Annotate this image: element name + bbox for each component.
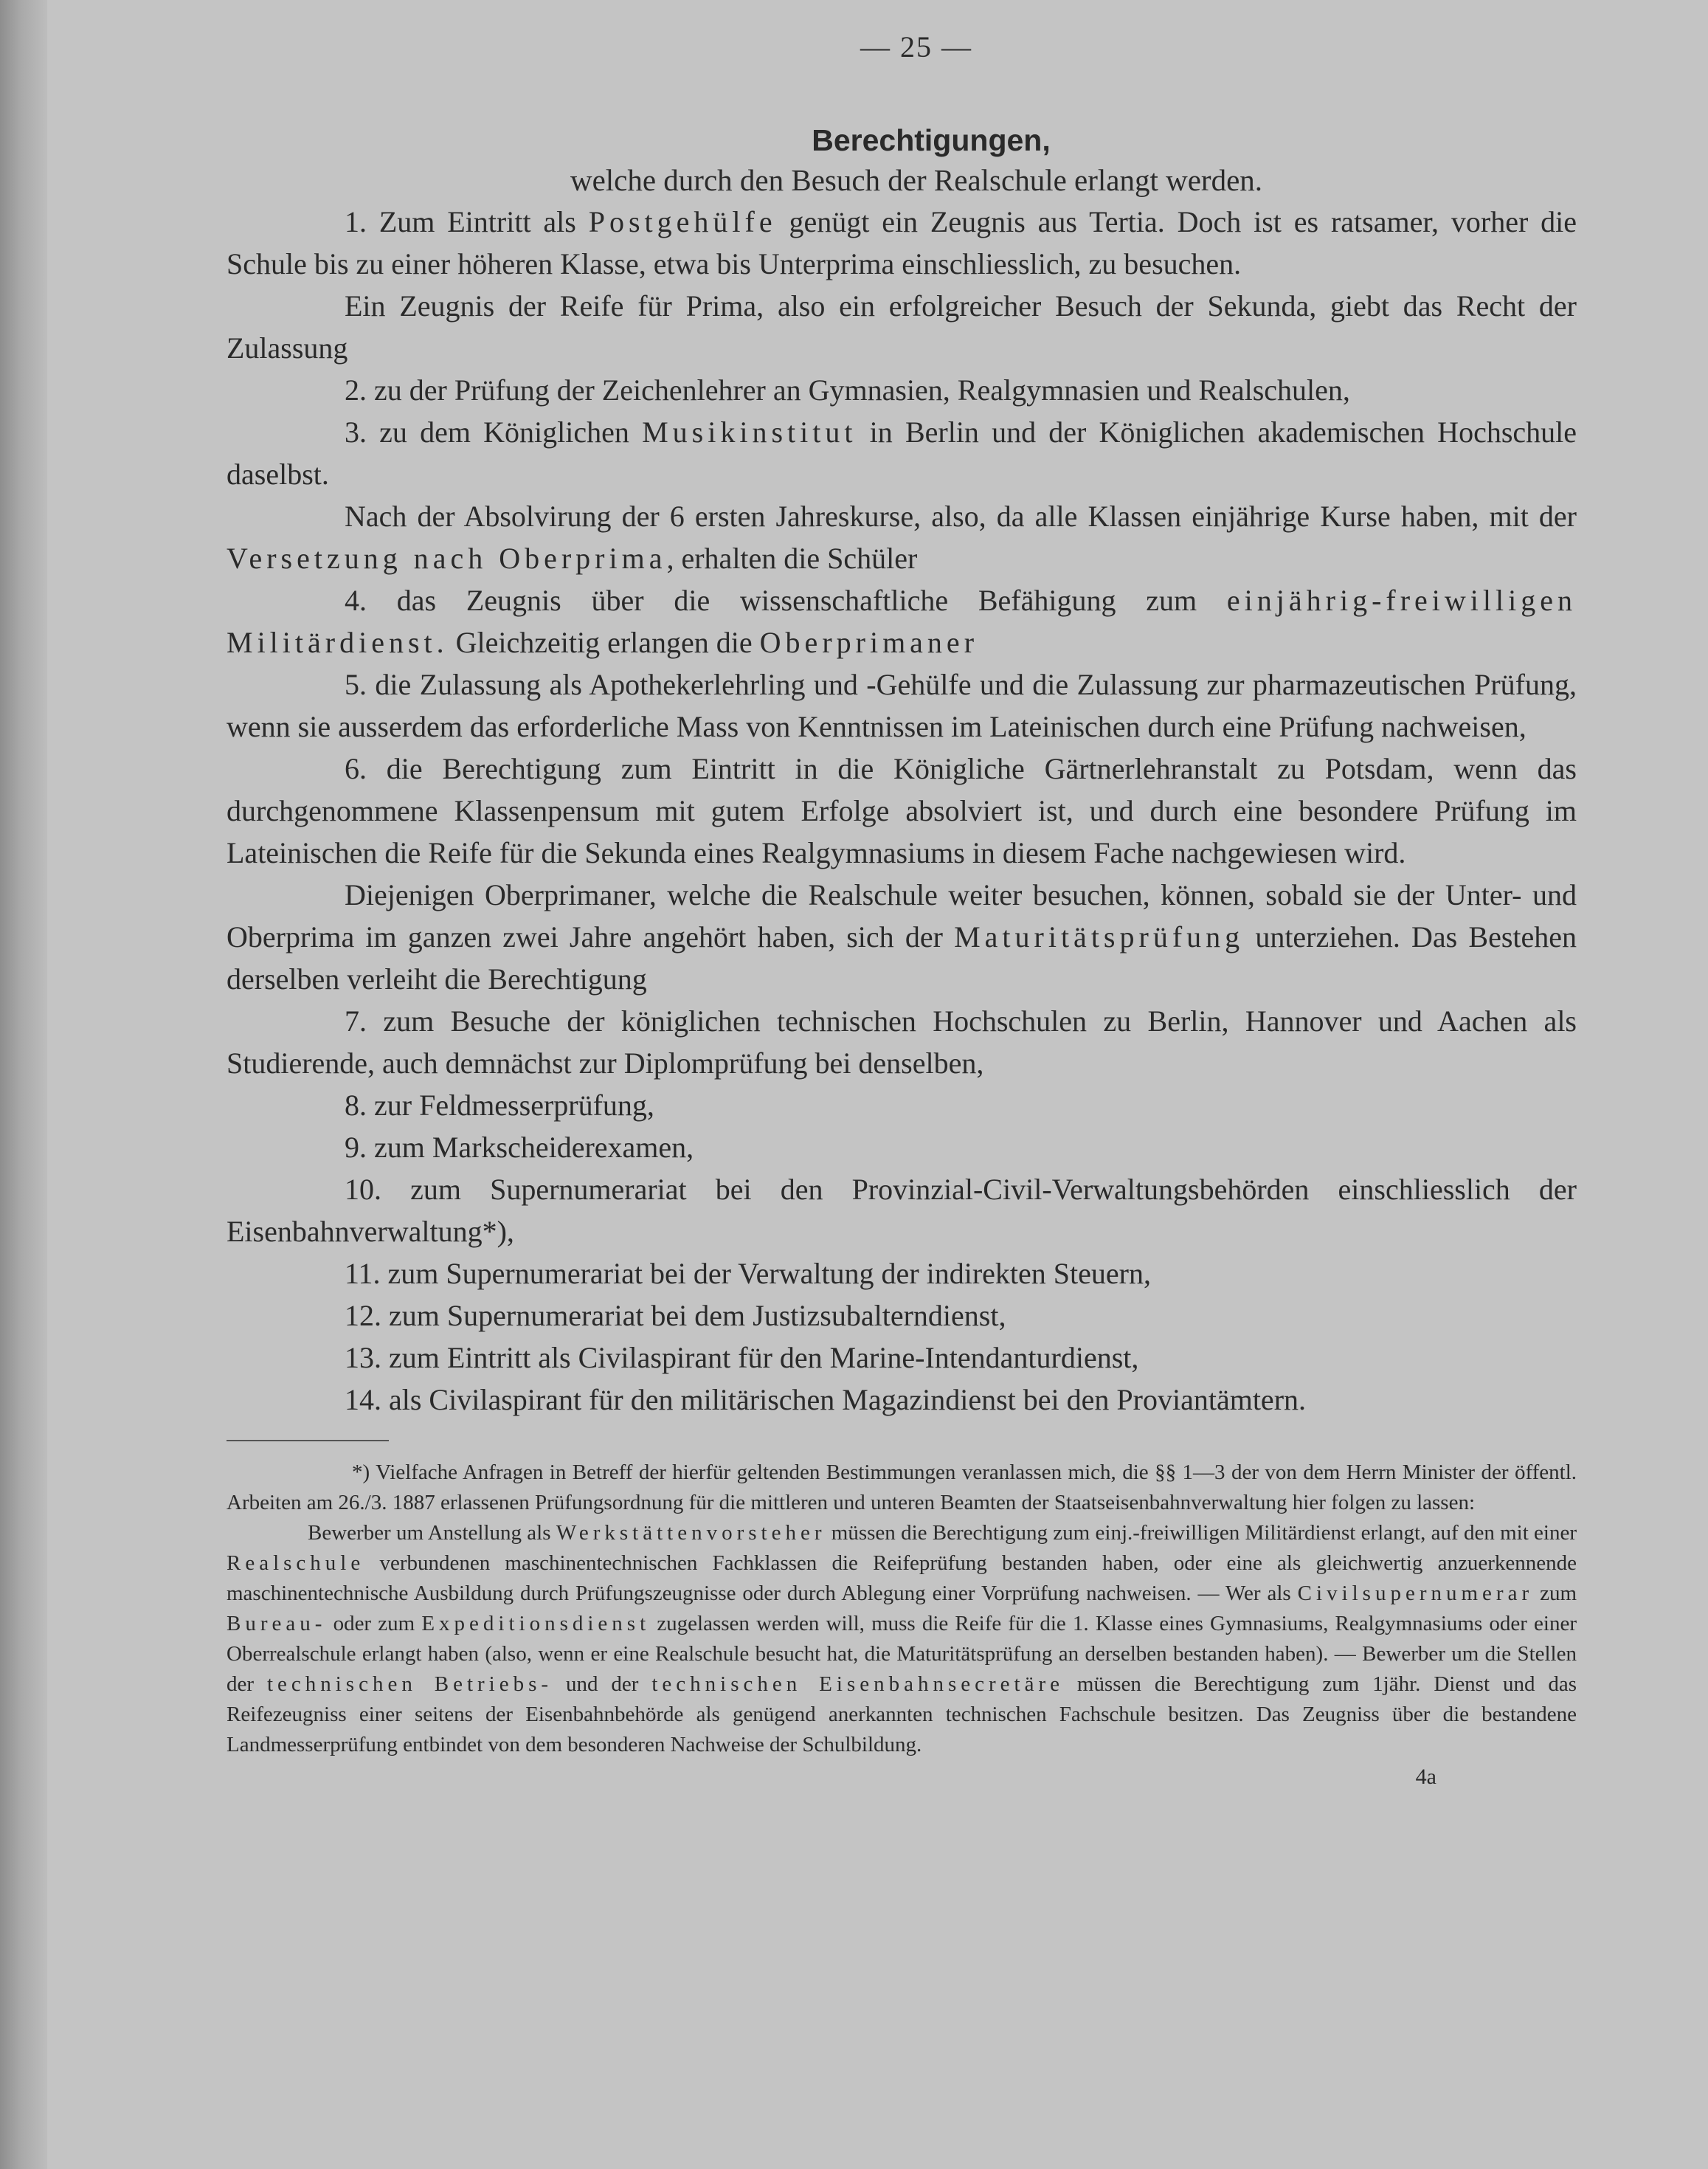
spaced-term: Civilsupernumerar [1297, 1582, 1534, 1605]
paragraph-oberprimaner: Diejenigen Oberprimaner, welche die Realschule weiter besuchen, können, sobald sie der Unter- und Oberprima im ganzen zwei Jahre angehört haben, sich der Maturitätsprüfung unterziehen. Das Bestehen derselben verleiht die Berechtigung [227, 878, 1577, 996]
spaced-term: Oberprimaner [759, 626, 979, 659]
paragraph-postgehuelfe: 1. Zum Eintritt als Postgehülfe genügt ein Zeugnis aus Tertia. Doch ist es ratsamer, vorher die Schule bis zu einer höheren Klasse, etwa bis Unterprima einschliesslich, zu besuchen. [227, 205, 1577, 280]
spaced-term: Maturitätsprüfung [954, 920, 1245, 954]
footnote-body: Bewerber um Anstellung als Werkstättenvorsteher müssen die Berechtigung zum einj.-freiwilligen Militärdienst erlangt, auf den mit einer Realschule verbundenen maschinentechnischen Fachklassen die Reifeprüfung bestanden haben, oder eine als gleichwertig anzuerkennende maschinentechnische Ausbildung durch Prüfungszeugnisse oder durch Ablegung einer Vorprüfung nachweisen. — Wer als Civilsupernumerar zum Bureau- oder zum Expeditionsdienst zugelassen werden will, muss die Reife für die 1. Klasse eines Gymnasiums, Realgymnasiums oder einer Oberrealschule erlangt haben (also, wenn er eine Realschule besucht hat, die Maturitätsprüfung an derselben bestanden haben). — Bewerber um die Stellen der technischen Betriebs- und der technischen Eisenbahnsecretäre müssen die Berechtigung zum 1jähr. Dienst und das Reifezeugniss einer seitens der Eisenbahnbehörde als genügend anerkannten technischen Fachschule besitzen. Das Zeugniss über die bestandene Landmesserprüfung entbindet von dem besonderen Nachweise der Schulbildung. [227, 1521, 1577, 1756]
paragraph-absolvirung: Nach der Absolvirung der 6 ersten Jahreskurse, also, da alle Klassen einjährige Kurse haben, mit der Versetzung nach Oberprima, erhalten die Schüler [227, 500, 1577, 575]
paragraph-item-5: 5. die Zulassung als Apothekerlehrling und -Gehülfe und die Zulassung zur pharmazeutischen Prüfung, wenn sie ausserdem das erforderliche Mass von Kenntnissen im Lateinischen durch eine Prüfung nachweisen, [227, 668, 1577, 743]
spaced-term: Versetzung nach Oberprima [227, 542, 667, 575]
spaced-term: Bureau- [227, 1612, 327, 1635]
paragraph-item-6: 6. die Berechtigung zum Eintritt in die Königliche Gärtnerlehranstalt zu Potsdam, wenn das durchgenommene Klassenpensum mit gutem Erfolge absolviert ist, und durch eine besondere Prüfung im Lateinischen die Reife für die Sekunda eines Realgymnasiums in diesem Fache nachgewiesen wird. [227, 752, 1577, 869]
page-number: — 25 — [860, 30, 972, 63]
list-item: 14. als Civilaspirant für den militärischen Magazindienst bei den Proviantämtern. [345, 1383, 1307, 1416]
page-content [227, 30, 1577, 1790]
section-subheading: welche durch den Besuch der Realschule erlangt werden. [570, 163, 1263, 197]
spaced-term: Werkstättenvorsteher [556, 1521, 826, 1545]
signature-mark: 4a [1415, 1765, 1436, 1789]
list-item: 13. zum Eintritt als Civilaspirant für den Marine-Intendanturdienst, [345, 1341, 1139, 1374]
book-binding-edge [0, 0, 47, 2169]
spaced-term: Expeditionsdienst [421, 1612, 651, 1635]
spaced-term: technischen Betriebs- [266, 1672, 553, 1696]
spaced-term: Musikinstitut [642, 415, 857, 449]
list-item: 9. zum Markscheiderexamen, [345, 1131, 694, 1164]
paragraph-item-3: 3. zu dem Königlichen Musikinstitut in Berlin und der Königlichen akademischen Hochschule daselbst. [227, 415, 1577, 491]
footnote-intro: *) Vielfache Anfragen in Betreff der hierfür geltenden Bestimmungen veranlassen mich, die §§ 1—3 der von dem Herrn Minister der öffentl. Arbeiten am 26./3. 1887 erlassenen Prüfungsordnung für die mittleren und unteren Beamten der Staatseisenbahnverwaltung hier folgen zu lassen: [227, 1461, 1577, 1514]
spaced-term: Postgehülfe [588, 205, 777, 238]
document-page [47, 0, 1708, 2169]
paragraph-item-2: 2. zu der Prüfung der Zeichenlehrer an Gymnasien, Realgymnasien und Realschulen, [345, 373, 1350, 407]
berechtigung-list [227, 1000, 1577, 1421]
section-heading: Berechtigungen, [812, 123, 1051, 157]
spaced-term: technischen Eisenbahnsecretäre [651, 1672, 1064, 1696]
paragraph-item-4: 4. das Zeugnis über die wissenschaftliche Befähigung zum einjährig-freiwilligen Militärdienst. Gleichzeitig erlangen die Oberprimaner [227, 584, 1577, 659]
list-item: 12. zum Supernumerariat bei dem Justizsubalterndienst, [345, 1299, 1006, 1332]
footnote-divider [227, 1440, 389, 1441]
spaced-term: einjährig-freiwilligen Militärdienst. [227, 584, 1577, 659]
list-item: 7. zum Besuche der königlichen technischen Hochschulen zu Berlin, Hannover und Aachen als Studierende, auch demnächst zur Diplomprüfung bei denselben, [227, 1004, 1577, 1080]
list-item: 10. zum Supernumerariat bei den Provinzial-Civil-Verwaltungsbehörden einschliesslich der Eisenbahnverwaltung*), [227, 1173, 1577, 1248]
list-item: 8. zur Feldmesserprüfung, [345, 1089, 654, 1122]
paragraph-prima: Ein Zeugnis der Reife für Prima, also ein erfolgreicher Besuch der Sekunda, giebt das Recht der Zulassung [227, 289, 1577, 365]
spaced-term: Realschule [227, 1551, 365, 1575]
list-item: 11. zum Supernumerariat bei der Verwaltung der indirekten Steuern, [345, 1257, 1151, 1290]
